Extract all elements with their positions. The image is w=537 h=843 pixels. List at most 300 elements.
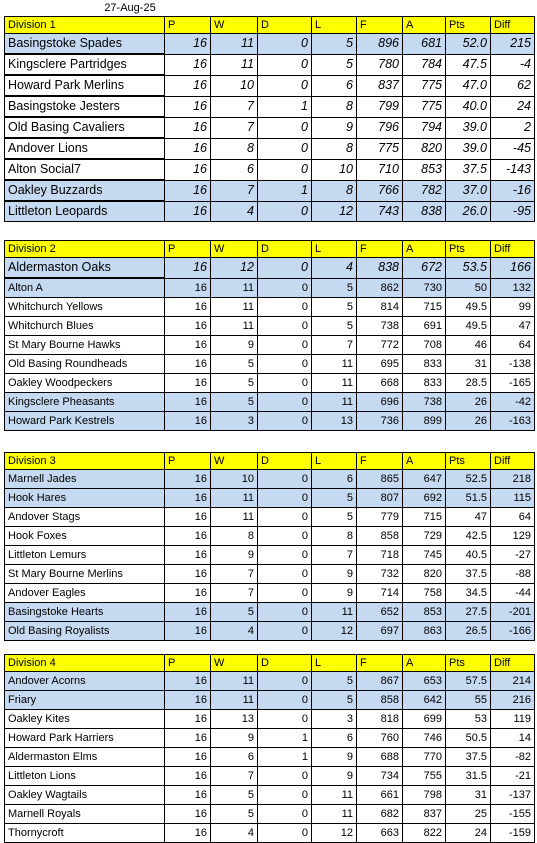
cell-p: 16: [165, 75, 211, 96]
cell-pts: 50.5: [446, 729, 491, 748]
cell-pts: 51.5: [446, 489, 491, 508]
cell-a: 672: [403, 258, 446, 279]
table-row: [5, 412, 535, 431]
cell-pts: 39.0: [446, 138, 491, 159]
cell-f: 734: [357, 767, 403, 786]
column-header-f: F: [357, 241, 403, 258]
cell-w: 11: [211, 298, 258, 317]
cell-diff: 115: [491, 489, 535, 508]
table-row: [5, 258, 535, 279]
cell-f: 714: [357, 584, 403, 603]
cell-p: 16: [165, 180, 211, 201]
cell-f: 652: [357, 603, 403, 622]
cell-p: 16: [165, 767, 211, 786]
column-header-diff: Diff: [491, 17, 535, 34]
cell-w: 5: [211, 374, 258, 393]
cell-l: 3: [312, 710, 357, 729]
cell-w: 6: [211, 159, 258, 180]
cell-p: 16: [165, 54, 211, 75]
cell-pts: 37.5: [446, 565, 491, 584]
cell-pts: 24: [446, 824, 491, 843]
cell-d: 0: [258, 54, 312, 75]
cell-d: 0: [258, 691, 312, 710]
cell-pts: 37.5: [446, 159, 491, 180]
cell-d: 0: [258, 117, 312, 138]
cell-diff: -27: [491, 546, 535, 565]
division-3-table: [4, 452, 535, 641]
cell-f: 896: [357, 34, 403, 55]
cell-diff: 132: [491, 278, 535, 298]
cell-l: 5: [312, 317, 357, 336]
team-name: Oakley Buzzards: [5, 180, 165, 201]
cell-pts: 49.5: [446, 317, 491, 336]
cell-d: 0: [258, 374, 312, 393]
cell-diff: 14: [491, 729, 535, 748]
cell-diff: -163: [491, 412, 535, 431]
cell-d: 1: [258, 729, 312, 748]
cell-a: 853: [403, 159, 446, 180]
team-name: Andover Lions: [5, 138, 165, 159]
cell-d: 0: [258, 767, 312, 786]
cell-pts: 37.5: [446, 748, 491, 767]
table-row: [5, 672, 535, 691]
cell-w: 7: [211, 117, 258, 138]
cell-diff: -44: [491, 584, 535, 603]
cell-w: 11: [211, 34, 258, 55]
cell-a: 853: [403, 603, 446, 622]
cell-diff: -42: [491, 393, 535, 412]
team-name: Old Basing Roundheads: [5, 355, 165, 374]
cell-pts: 52.0: [446, 34, 491, 55]
cell-d: 0: [258, 622, 312, 641]
table-row: [5, 527, 535, 546]
cell-p: 16: [165, 117, 211, 138]
table-row: [5, 603, 535, 622]
division-title: Division 2: [5, 241, 165, 258]
table-row: [5, 546, 535, 565]
cell-a: 715: [403, 508, 446, 527]
column-header-d: D: [258, 453, 312, 470]
cell-a: 775: [403, 75, 446, 96]
cell-diff: -4: [491, 54, 535, 75]
cell-pts: 40.0: [446, 96, 491, 117]
table-row: [5, 355, 535, 374]
cell-a: 708: [403, 336, 446, 355]
cell-l: 5: [312, 508, 357, 527]
cell-l: 5: [312, 34, 357, 55]
table-row: [5, 584, 535, 603]
cell-l: 9: [312, 565, 357, 584]
cell-l: 8: [312, 96, 357, 117]
column-header-pts: Pts: [446, 655, 491, 672]
cell-d: 0: [258, 489, 312, 508]
cell-a: 715: [403, 298, 446, 317]
cell-l: 12: [312, 201, 357, 222]
table-row: [5, 34, 535, 55]
cell-w: 12: [211, 258, 258, 279]
cell-p: 16: [165, 278, 211, 298]
cell-p: 16: [165, 546, 211, 565]
cell-p: 16: [165, 336, 211, 355]
cell-diff: -159: [491, 824, 535, 843]
cell-w: 9: [211, 336, 258, 355]
cell-w: 7: [211, 180, 258, 201]
division-title: Division 1: [5, 17, 165, 34]
table-row: [5, 489, 535, 508]
cell-l: 11: [312, 374, 357, 393]
cell-d: 0: [258, 565, 312, 584]
cell-w: 13: [211, 710, 258, 729]
cell-l: 5: [312, 278, 357, 298]
cell-pts: 40.5: [446, 546, 491, 565]
team-name: Friary: [5, 691, 165, 710]
cell-f: 696: [357, 393, 403, 412]
cell-a: 692: [403, 489, 446, 508]
cell-f: 766: [357, 180, 403, 201]
cell-l: 8: [312, 138, 357, 159]
cell-p: 16: [165, 489, 211, 508]
cell-diff: 64: [491, 336, 535, 355]
cell-pts: 31: [446, 786, 491, 805]
cell-pts: 53: [446, 710, 491, 729]
cell-d: 0: [258, 710, 312, 729]
table-row: [5, 117, 535, 138]
cell-a: 647: [403, 470, 446, 489]
team-name: Marnell Jades: [5, 470, 165, 489]
cell-d: 0: [258, 786, 312, 805]
cell-f: 865: [357, 470, 403, 489]
cell-d: 0: [258, 508, 312, 527]
cell-a: 833: [403, 374, 446, 393]
team-name: Littleton Lions: [5, 767, 165, 786]
cell-d: 1: [258, 96, 312, 117]
cell-d: 0: [258, 805, 312, 824]
column-header-a: A: [403, 655, 446, 672]
cell-w: 11: [211, 278, 258, 298]
cell-w: 9: [211, 729, 258, 748]
cell-d: 0: [258, 527, 312, 546]
cell-a: 863: [403, 622, 446, 641]
cell-a: 899: [403, 412, 446, 431]
table-row: [5, 748, 535, 767]
date-label: 27-Aug-25: [104, 2, 156, 14]
cell-diff: -155: [491, 805, 535, 824]
cell-f: 668: [357, 374, 403, 393]
cell-f: 695: [357, 355, 403, 374]
cell-w: 5: [211, 786, 258, 805]
team-name: Howard Park Kestrels: [5, 412, 165, 431]
cell-a: 837: [403, 805, 446, 824]
division-4-table: [4, 654, 535, 843]
cell-l: 11: [312, 355, 357, 374]
column-header-d: D: [258, 17, 312, 34]
team-name: Aldermaston Oaks: [5, 258, 165, 279]
cell-p: 16: [165, 393, 211, 412]
cell-pts: 50: [446, 278, 491, 298]
table-row: [5, 298, 535, 317]
cell-p: 16: [165, 603, 211, 622]
cell-d: 0: [258, 138, 312, 159]
cell-f: 858: [357, 691, 403, 710]
cell-a: 758: [403, 584, 446, 603]
cell-p: 16: [165, 565, 211, 584]
cell-w: 8: [211, 527, 258, 546]
cell-w: 7: [211, 96, 258, 117]
cell-w: 11: [211, 691, 258, 710]
cell-w: 4: [211, 201, 258, 222]
cell-p: 16: [165, 374, 211, 393]
cell-diff: 64: [491, 508, 535, 527]
team-name: Aldermaston Elms: [5, 748, 165, 767]
team-name: Littleton Leopards: [5, 201, 165, 222]
table-row: [5, 767, 535, 786]
cell-l: 12: [312, 622, 357, 641]
column-header-w: W: [211, 17, 258, 34]
cell-w: 11: [211, 317, 258, 336]
cell-w: 6: [211, 748, 258, 767]
cell-diff: 216: [491, 691, 535, 710]
cell-a: 699: [403, 710, 446, 729]
cell-f: 743: [357, 201, 403, 222]
cell-pts: 31.5: [446, 767, 491, 786]
cell-pts: 39.0: [446, 117, 491, 138]
cell-p: 16: [165, 508, 211, 527]
cell-f: 862: [357, 278, 403, 298]
team-name: Whitchurch Yellows: [5, 298, 165, 317]
cell-diff: -95: [491, 201, 535, 222]
cell-l: 8: [312, 527, 357, 546]
cell-f: 760: [357, 729, 403, 748]
team-name: Andover Acorns: [5, 672, 165, 691]
cell-d: 0: [258, 412, 312, 431]
cell-p: 16: [165, 412, 211, 431]
cell-l: 6: [312, 470, 357, 489]
cell-l: 11: [312, 805, 357, 824]
cell-p: 16: [165, 298, 211, 317]
cell-l: 9: [312, 117, 357, 138]
cell-p: 16: [165, 258, 211, 279]
cell-w: 11: [211, 489, 258, 508]
column-header-a: A: [403, 453, 446, 470]
table-row: [5, 180, 535, 201]
cell-f: 858: [357, 527, 403, 546]
cell-l: 5: [312, 489, 357, 508]
team-name: Andover Eagles: [5, 584, 165, 603]
table-row: [5, 374, 535, 393]
team-name: Thornycroft: [5, 824, 165, 843]
cell-d: 0: [258, 672, 312, 691]
cell-p: 16: [165, 527, 211, 546]
cell-w: 9: [211, 546, 258, 565]
column-header-p: P: [165, 241, 211, 258]
table-row: [5, 824, 535, 843]
division-title: Division 3: [5, 453, 165, 470]
cell-f: 838: [357, 258, 403, 279]
cell-pts: 49.5: [446, 298, 491, 317]
table-row: [5, 710, 535, 729]
cell-l: 10: [312, 159, 357, 180]
cell-f: 663: [357, 824, 403, 843]
cell-l: 7: [312, 336, 357, 355]
cell-f: 799: [357, 96, 403, 117]
column-header-l: L: [312, 655, 357, 672]
cell-f: 775: [357, 138, 403, 159]
cell-pts: 26: [446, 412, 491, 431]
cell-diff: 129: [491, 527, 535, 546]
team-name: Old Basing Royalists: [5, 622, 165, 641]
table-row: [5, 565, 535, 584]
cell-diff: -88: [491, 565, 535, 584]
column-header-a: A: [403, 241, 446, 258]
cell-f: 736: [357, 412, 403, 431]
cell-l: 8: [312, 180, 357, 201]
cell-a: 782: [403, 180, 446, 201]
team-name: St Mary Bourne Hawks: [5, 336, 165, 355]
table-row: [5, 786, 535, 805]
cell-f: 710: [357, 159, 403, 180]
cell-f: 837: [357, 75, 403, 96]
cell-a: 833: [403, 355, 446, 374]
cell-d: 0: [258, 258, 312, 279]
cell-diff: -137: [491, 786, 535, 805]
cell-w: 4: [211, 622, 258, 641]
column-header-w: W: [211, 655, 258, 672]
division-1-table: [4, 16, 535, 222]
cell-diff: -16: [491, 180, 535, 201]
table-row: [5, 75, 535, 96]
table-row: [5, 508, 535, 527]
column-header-p: P: [165, 17, 211, 34]
team-name: Basingstoke Jesters: [5, 96, 165, 117]
cell-a: 681: [403, 34, 446, 55]
cell-a: 820: [403, 565, 446, 584]
team-name: Littleton Lemurs: [5, 546, 165, 565]
cell-f: 682: [357, 805, 403, 824]
table-row: [5, 393, 535, 412]
cell-l: 7: [312, 546, 357, 565]
cell-l: 11: [312, 603, 357, 622]
cell-w: 10: [211, 470, 258, 489]
table-row: [5, 138, 535, 159]
table-row: [5, 317, 535, 336]
column-header-l: L: [312, 453, 357, 470]
cell-f: 738: [357, 317, 403, 336]
cell-pts: 47.5: [446, 54, 491, 75]
cell-pts: 55: [446, 691, 491, 710]
cell-f: 697: [357, 622, 403, 641]
cell-a: 730: [403, 278, 446, 298]
cell-a: 642: [403, 691, 446, 710]
team-name: Howard Park Merlins: [5, 75, 165, 96]
team-name: Andover Stags: [5, 508, 165, 527]
cell-l: 11: [312, 786, 357, 805]
cell-pts: 26: [446, 393, 491, 412]
cell-l: 5: [312, 54, 357, 75]
cell-a: 794: [403, 117, 446, 138]
cell-pts: 28.5: [446, 374, 491, 393]
column-header-diff: Diff: [491, 241, 535, 258]
cell-p: 16: [165, 622, 211, 641]
column-header-pts: Pts: [446, 241, 491, 258]
column-header-f: F: [357, 17, 403, 34]
cell-diff: -143: [491, 159, 535, 180]
column-header-w: W: [211, 241, 258, 258]
cell-diff: 47: [491, 317, 535, 336]
cell-p: 16: [165, 317, 211, 336]
team-name: Basingstoke Hearts: [5, 603, 165, 622]
cell-l: 5: [312, 672, 357, 691]
cell-d: 0: [258, 603, 312, 622]
cell-pts: 26.0: [446, 201, 491, 222]
cell-l: 11: [312, 393, 357, 412]
table-row: [5, 96, 535, 117]
cell-f: 780: [357, 54, 403, 75]
cell-pts: 46: [446, 336, 491, 355]
cell-w: 5: [211, 805, 258, 824]
cell-pts: 57.5: [446, 672, 491, 691]
column-header-l: L: [312, 241, 357, 258]
cell-pts: 47: [446, 508, 491, 527]
cell-a: 820: [403, 138, 446, 159]
cell-pts: 31: [446, 355, 491, 374]
column-header-f: F: [357, 655, 403, 672]
cell-a: 729: [403, 527, 446, 546]
cell-diff: 2: [491, 117, 535, 138]
cell-p: 16: [165, 805, 211, 824]
cell-pts: 42.5: [446, 527, 491, 546]
column-header-d: D: [258, 241, 312, 258]
cell-a: 755: [403, 767, 446, 786]
cell-p: 16: [165, 691, 211, 710]
cell-diff: -165: [491, 374, 535, 393]
cell-w: 5: [211, 393, 258, 412]
cell-pts: 52.5: [446, 470, 491, 489]
cell-l: 12: [312, 824, 357, 843]
cell-diff: 215: [491, 34, 535, 55]
division-header-row: [5, 17, 535, 34]
cell-l: 9: [312, 584, 357, 603]
cell-f: 772: [357, 336, 403, 355]
cell-d: 0: [258, 824, 312, 843]
cell-diff: -82: [491, 748, 535, 767]
cell-pts: 47.0: [446, 75, 491, 96]
column-header-f: F: [357, 453, 403, 470]
cell-p: 16: [165, 672, 211, 691]
cell-diff: -21: [491, 767, 535, 786]
cell-d: 0: [258, 159, 312, 180]
team-name: Hook Hares: [5, 489, 165, 508]
cell-diff: -138: [491, 355, 535, 374]
cell-l: 9: [312, 748, 357, 767]
cell-diff: 62: [491, 75, 535, 96]
cell-p: 16: [165, 138, 211, 159]
cell-w: 11: [211, 672, 258, 691]
cell-pts: 37.0: [446, 180, 491, 201]
table-row: [5, 622, 535, 641]
cell-d: 0: [258, 317, 312, 336]
cell-f: 807: [357, 489, 403, 508]
cell-a: 838: [403, 201, 446, 222]
cell-a: 691: [403, 317, 446, 336]
cell-f: 814: [357, 298, 403, 317]
team-name: Kingsclere Partridges: [5, 54, 165, 75]
column-header-pts: Pts: [446, 453, 491, 470]
cell-p: 16: [165, 729, 211, 748]
cell-a: 775: [403, 96, 446, 117]
cell-f: 779: [357, 508, 403, 527]
cell-w: 8: [211, 138, 258, 159]
column-header-p: P: [165, 655, 211, 672]
